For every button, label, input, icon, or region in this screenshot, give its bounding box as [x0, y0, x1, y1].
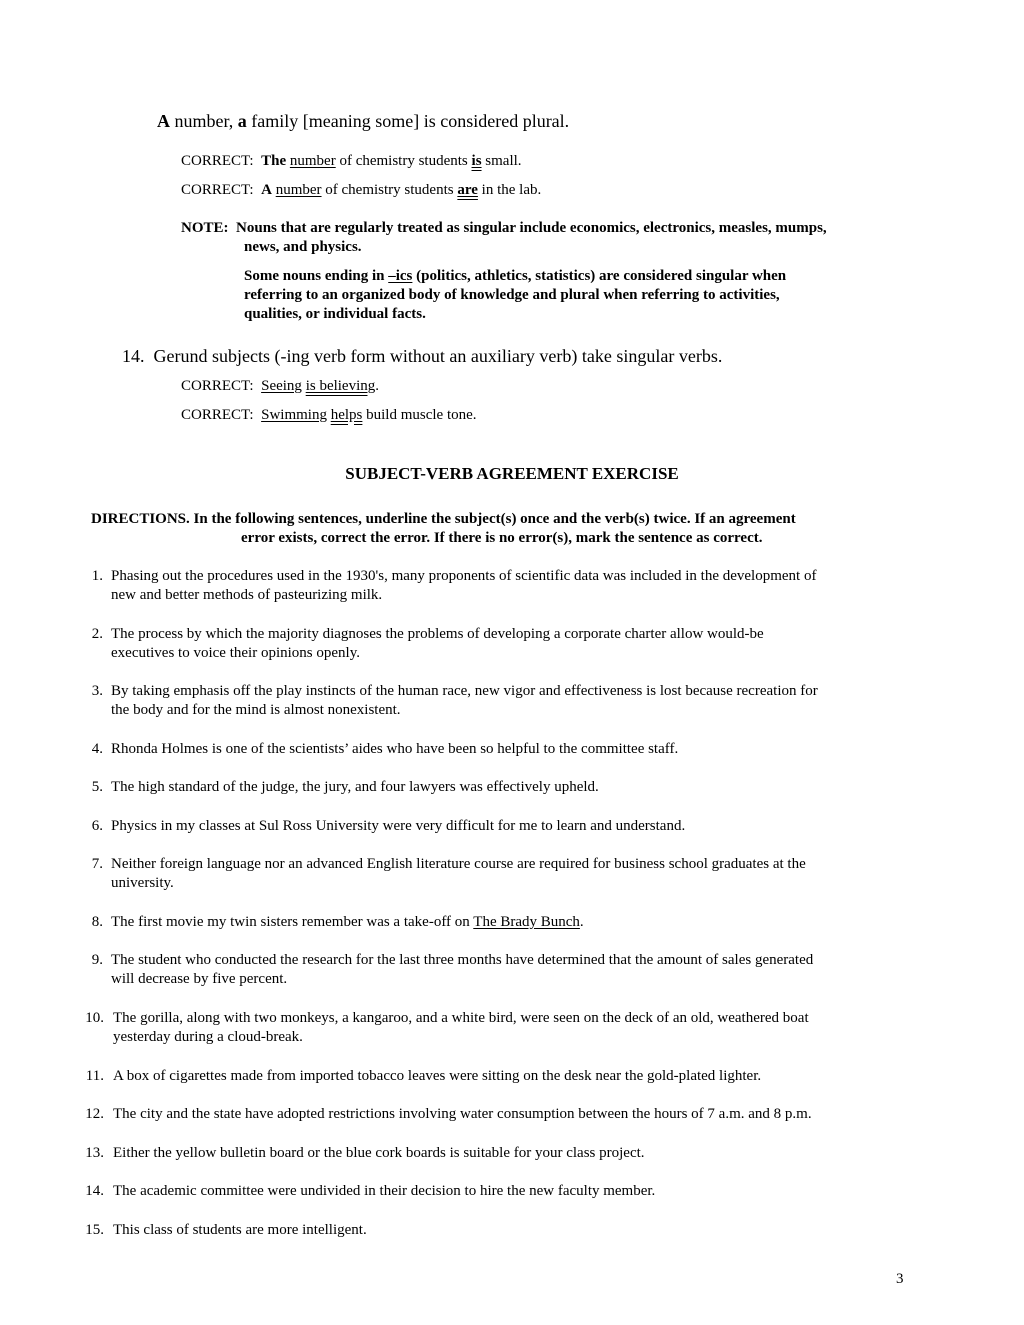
rule-14-number: 14.: [122, 346, 145, 366]
correct-label: CORRECT:: [181, 153, 254, 169]
item-number: 11.: [85, 1068, 104, 1084]
example-2-text: of chemistry students: [321, 182, 458, 198]
item-text: Phasing out the procedures used in the 1930's, many proponents of scientific data was included in the development of: [111, 568, 817, 584]
item-text: [111, 913, 584, 933]
note-para-2-line-2: referring to an organized body of knowledge and plural when referring to activities,: [244, 287, 780, 303]
example-3-end: .: [375, 378, 380, 394]
item-text: By taking emphasis off the play instincts of the human race, new vigor and effectiveness is lost because recreation for: [111, 683, 818, 699]
item-text: A box of cigarettes made from imported tobacco leaves were sitting on the desk near the gold-plated lighter.: [113, 1068, 762, 1084]
item-text: This class of students are more intelligent.: [113, 1222, 367, 1238]
item-text: the body and for the mind is almost nonexistent.: [111, 702, 401, 718]
correct-label: CORRECT:: [181, 182, 254, 198]
correct-label: CORRECT:: [181, 378, 254, 394]
example-2-end: in the lab.: [477, 182, 542, 198]
item-text: will decrease by five percent.: [111, 971, 288, 987]
item-text: university.: [111, 875, 174, 891]
item-text: Neither foreign language nor an advanced English literature course are required for business school graduates at the: [111, 856, 806, 872]
rule-plural-text-2: family [meaning some] is considered plural.: [246, 111, 570, 131]
note-text-1: Nouns that are regularly treated as singular include economics, electronics, measles, mumps,: [236, 220, 827, 236]
rule-plural: [157, 109, 569, 133]
item-text: Either the yellow bulletin board or the blue cork boards is suitable for your class project.: [113, 1145, 645, 1161]
item-number: 3.: [91, 683, 103, 699]
note-ics: –ics: [388, 268, 413, 284]
example-1: [181, 151, 522, 171]
example-4: [181, 405, 477, 425]
example-1-word: The: [261, 153, 287, 169]
rule-plural-text-1: number,: [170, 111, 238, 131]
example-4-verb: helps: [330, 407, 363, 423]
rule-plural-a: A: [157, 111, 170, 131]
note-para-2-line-1: [244, 267, 786, 287]
item-text: yesterday during a cloud-break.: [113, 1029, 303, 1045]
item-text: The high standard of the judge, the jury, and four lawyers was effectively upheld.: [111, 779, 599, 795]
directions-line-1: DIRECTIONS. In the following sentences, underline the subject(s) once and the verb(s) twice. If an agreement: [91, 511, 796, 527]
item-number: 14.: [85, 1183, 104, 1199]
example-1-text: of chemistry students: [335, 153, 472, 169]
item-text: The city and the state have adopted restrictions involving water consumption between the hours of 7 a.m. and 8 p.m.: [113, 1106, 812, 1122]
item-number: 2.: [91, 626, 103, 642]
item-text: new and better methods of pasteurizing milk.: [111, 587, 383, 603]
item-text: executives to voice their opinions openly.: [111, 645, 360, 661]
example-2-word: A: [261, 182, 272, 198]
page-number: 3: [896, 1271, 904, 1287]
item-number: 7.: [91, 856, 103, 872]
note-line-2: news, and physics.: [244, 239, 362, 255]
example-2-verb: are: [457, 182, 478, 198]
exercise-title: SUBJECT-VERB AGREEMENT EXERCISE: [345, 464, 679, 483]
rule-14-text: Gerund subjects (-ing verb form without an auxiliary verb) take singular verbs.: [153, 346, 723, 366]
example-1-end: small.: [481, 153, 522, 169]
note-line-1: [181, 219, 827, 239]
example-3-subject: Seeing: [261, 378, 302, 394]
note-para-2-b: (politics, athletics, statistics) are considered singular when: [412, 268, 787, 284]
example-2-subject: number: [275, 182, 322, 198]
item-number: 1.: [91, 568, 103, 584]
item-text: Physics in my classes at Sul Ross University were very difficult for me to learn and understand.: [111, 818, 686, 834]
example-4-end: build muscle tone.: [362, 407, 477, 423]
example-3-verb: is believing: [305, 378, 376, 394]
item-number: 13.: [85, 1145, 104, 1161]
item-number: 6.: [91, 818, 103, 834]
item-number: 12.: [85, 1106, 104, 1122]
directions-line-2: error exists, correct the error. If there is no error(s), mark the sentence as correct.: [241, 530, 763, 546]
item-number: 10.: [85, 1010, 104, 1026]
item-number: 8.: [91, 914, 103, 930]
item-text: The process by which the majority diagnoses the problems of developing a corporate charter allow would-be: [111, 626, 764, 642]
rule-14: [122, 344, 722, 368]
example-1-subject: number: [289, 153, 336, 169]
example-2: [181, 180, 541, 200]
example-3: [181, 376, 379, 396]
item-text-part: The first movie my twin sisters remember was a take-off on: [111, 914, 474, 930]
item-text: Rhonda Holmes is one of the scientists’ aides who have been so helpful to the committee staff.: [111, 741, 679, 757]
item-number: 9.: [91, 952, 103, 968]
item-number: 15.: [85, 1222, 104, 1238]
item-text: The academic committee were undivided in their decision to hire the new faculty member.: [113, 1183, 656, 1199]
item-text: The student who conducted the research for the last three months have determined that the amount of sales generated: [111, 952, 814, 968]
item-number: 5.: [91, 779, 103, 795]
item-number: 4.: [91, 741, 103, 757]
item-text-part: .: [579, 914, 584, 930]
item-title-underlined: The Brady Bunch: [473, 914, 580, 930]
example-1-verb: is: [471, 153, 482, 169]
note-para-2-line-3: qualities, or individual facts.: [244, 306, 426, 322]
item-text: The gorilla, along with two monkeys, a kangaroo, and a white bird, were seen on the deck of an old, weathered boat: [113, 1010, 809, 1026]
correct-label: CORRECT:: [181, 407, 254, 423]
rule-plural-a2: a: [237, 111, 247, 131]
note-label: NOTE:: [181, 220, 229, 236]
example-4-subject: Swimming: [261, 407, 327, 423]
note-para-2-a: Some nouns ending in: [244, 268, 389, 284]
